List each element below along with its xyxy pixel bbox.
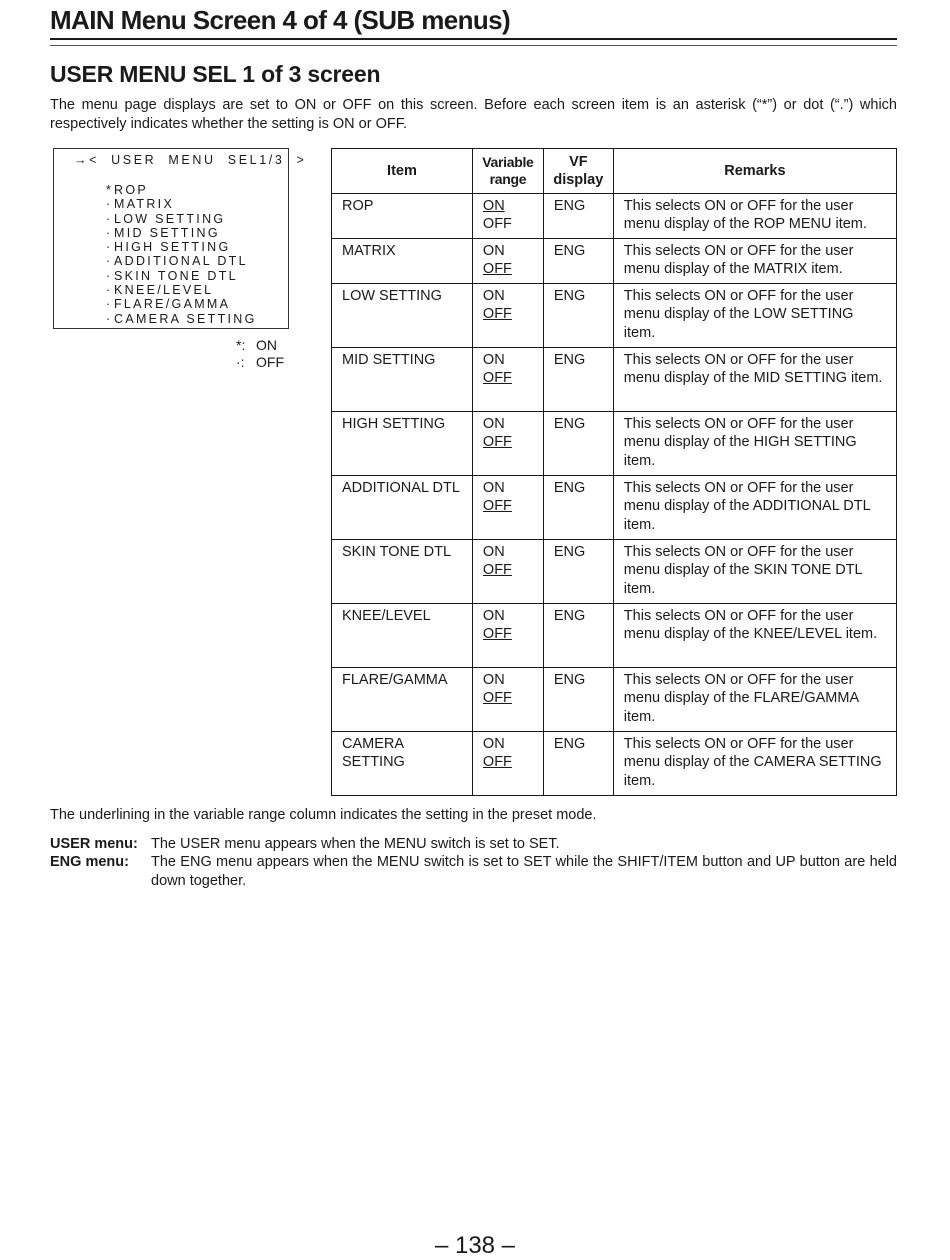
range-option: OFF: [482, 626, 512, 643]
menu-item-label: MID SETTING: [114, 225, 220, 240]
range-option: ON: [482, 416, 505, 432]
menu-screen-header: →< USER MENU SEL1/3 >: [74, 153, 307, 167]
menu-legend: [236, 337, 284, 371]
cell-vf-display: ENG: [543, 476, 613, 540]
menu-item-marker: ·: [106, 311, 111, 326]
table-row: [332, 412, 897, 476]
legend-symbol: *:: [236, 337, 246, 353]
menu-item-marker: ·: [106, 197, 111, 212]
cell-vf-display: ENG: [543, 348, 613, 412]
title-rule-thin: [50, 45, 897, 46]
table-row: [332, 194, 897, 239]
header-variable-range-line2: range: [489, 171, 527, 187]
cell-variable-range: [472, 348, 543, 412]
cell-remarks: This selects ON or OFF for the user menu display of the CAMERA SETTING item.: [613, 732, 896, 796]
settings-table-body: [332, 194, 897, 796]
cell-variable-range: [472, 284, 543, 348]
table-row: [332, 284, 897, 348]
menu-item-label: KNEE/LEVEL: [114, 283, 214, 298]
menu-screen-item: [106, 212, 257, 226]
menu-item-marker: ·: [106, 225, 111, 240]
cell-item: LOW SETTING: [332, 284, 473, 348]
menu-screen-items: [106, 183, 257, 326]
eng-menu-note: [50, 853, 897, 891]
menu-screen-display: [53, 148, 307, 329]
range-option: OFF: [482, 370, 512, 387]
menu-item-label: ROP: [114, 183, 148, 197]
range-option: OFF: [482, 216, 512, 233]
menu-item-marker: *: [106, 183, 111, 197]
settings-table: [331, 148, 897, 796]
cell-remarks: This selects ON or OFF for the user menu display of the MATRIX item.: [613, 239, 896, 284]
range-option: OFF: [482, 690, 512, 707]
cell-remarks: This selects ON or OFF for the user menu display of the HIGH SETTING item.: [613, 412, 896, 476]
cell-remarks: This selects ON or OFF for the user menu display of the MID SETTING item.: [613, 348, 896, 412]
legend-meaning: OFF: [256, 354, 284, 370]
cell-remarks: This selects ON or OFF for the user menu display of the LOW SETTING item.: [613, 284, 896, 348]
cell-vf-display: ENG: [543, 604, 613, 668]
range-option: OFF: [482, 498, 512, 515]
underline-note: The underlining in the variable range column indicates the setting in the preset mode.: [50, 807, 597, 823]
table-row: [332, 476, 897, 540]
table-row: [332, 732, 897, 796]
legend-symbol: ·:: [236, 354, 245, 370]
menu-item-label: LOW SETTING: [114, 211, 226, 226]
header-vf-display-line2: display: [553, 172, 604, 188]
menu-screen-item: [106, 254, 257, 268]
menu-item-label: FLARE/GAMMA: [114, 297, 231, 312]
menu-item-marker: ·: [106, 254, 111, 269]
menu-screen-item: [106, 240, 257, 254]
cell-remarks: This selects ON or OFF for the user menu display of the SKIN TONE DTL item.: [613, 540, 896, 604]
menu-screen-item: [106, 197, 257, 211]
menu-screen-item: [106, 183, 257, 197]
header-vf-display: [543, 149, 613, 194]
menu-screen-item: [106, 297, 257, 311]
cell-variable-range: [472, 604, 543, 668]
cell-item: FLARE/GAMMA: [332, 668, 473, 732]
cell-vf-display: ENG: [543, 284, 613, 348]
menu-item-label: CAMERA SETTING: [114, 311, 257, 326]
menu-item-label: HIGH SETTING: [114, 240, 231, 255]
cell-vf-display: ENG: [543, 194, 613, 239]
user-menu-term: USER menu:: [50, 836, 138, 852]
eng-menu-term: ENG menu:: [50, 854, 129, 870]
cell-variable-range: [472, 239, 543, 284]
page-title: MAIN Menu Screen 4 of 4 (SUB menus): [50, 5, 511, 35]
cell-item: HIGH SETTING: [332, 412, 473, 476]
cell-remarks: This selects ON or OFF for the user menu display of the FLARE/GAMMA item.: [613, 668, 896, 732]
menu-item-label: MATRIX: [114, 197, 175, 212]
menu-item-marker: ·: [106, 240, 111, 255]
menu-item-marker: ·: [106, 268, 111, 283]
menu-screen-item: [106, 283, 257, 297]
range-option: ON: [482, 736, 505, 752]
menu-screen-item: [106, 226, 257, 240]
table-row: [332, 540, 897, 604]
legend-row: [236, 337, 284, 354]
cell-variable-range: [472, 194, 543, 239]
cell-vf-display: ENG: [543, 668, 613, 732]
range-option: ON: [482, 544, 505, 560]
table-row: [332, 668, 897, 732]
range-option: ON: [482, 480, 505, 496]
range-option: OFF: [482, 261, 512, 278]
cell-item: CAMERA SETTING: [332, 732, 473, 796]
section-heading: USER MENU SEL 1 of 3 screen: [50, 61, 381, 87]
menu-item-marker: ·: [106, 283, 111, 298]
cell-vf-display: ENG: [543, 239, 613, 284]
cell-vf-display: ENG: [543, 540, 613, 604]
menu-screen-item: [106, 312, 257, 326]
user-menu-desc: The USER menu appears when the MENU switch is set to SET.: [151, 836, 560, 852]
header-variable-range: [472, 149, 543, 194]
range-option: ON: [482, 198, 505, 214]
cell-item: MATRIX: [332, 239, 473, 284]
eng-menu-desc: The ENG menu appears when the MENU switch is set to SET while the SHIFT/ITEM button and UP button are held down together.: [151, 854, 897, 889]
cell-variable-range: [472, 412, 543, 476]
header-vf-display-line1: VF: [569, 153, 588, 170]
table-header-row: [332, 149, 897, 194]
cell-remarks: This selects ON or OFF for the user menu display of the KNEE/LEVEL item.: [613, 604, 896, 668]
menu-item-marker: ·: [106, 297, 111, 312]
cell-vf-display: ENG: [543, 732, 613, 796]
cell-item: MID SETTING: [332, 348, 473, 412]
menu-item-label: SKIN TONE DTL: [114, 268, 238, 283]
range-option: OFF: [482, 434, 512, 451]
menu-item-label: ADDITIONAL DTL: [114, 254, 248, 269]
cell-item: SKIN TONE DTL: [332, 540, 473, 604]
menu-item-marker: ·: [106, 211, 111, 226]
cell-variable-range: [472, 540, 543, 604]
cell-variable-range: [472, 476, 543, 540]
range-option: ON: [482, 608, 505, 624]
user-menu-note: [50, 835, 897, 854]
range-option: ON: [482, 352, 505, 368]
range-option: ON: [482, 672, 505, 688]
menu-screen-item: [106, 269, 257, 283]
cell-variable-range: [472, 668, 543, 732]
cell-item: ROP: [332, 194, 473, 239]
table-row: [332, 604, 897, 668]
range-option: OFF: [482, 306, 512, 323]
cell-variable-range: [472, 732, 543, 796]
table-row: [332, 348, 897, 412]
cell-vf-display: ENG: [543, 412, 613, 476]
intro-paragraph: The menu page displays are set to ON or OFF on this screen. Before each screen item is an asterisk (“*”) or dot (“.”) which respectively indicates whether the setting is ON or OFF.: [50, 97, 897, 132]
cell-remarks: This selects ON or OFF for the user menu display of the ADDITIONAL DTL item.: [613, 476, 896, 540]
header-variable-range-line1: Variable: [482, 154, 534, 170]
table-row: [332, 239, 897, 284]
legend-meaning: ON: [256, 337, 277, 353]
range-option: OFF: [482, 754, 512, 771]
header-item: Item: [332, 149, 473, 194]
legend-row: [236, 354, 284, 371]
range-option: OFF: [482, 562, 512, 579]
cell-item: KNEE/LEVEL: [332, 604, 473, 668]
title-rule: [50, 38, 897, 40]
cell-remarks: This selects ON or OFF for the user menu display of the ROP MENU item.: [613, 194, 896, 239]
page-number: – 138 –: [434, 1232, 516, 1259]
range-option: ON: [482, 288, 505, 304]
cell-item: ADDITIONAL DTL: [332, 476, 473, 540]
header-remarks: Remarks: [613, 149, 896, 194]
range-option: ON: [482, 243, 505, 259]
